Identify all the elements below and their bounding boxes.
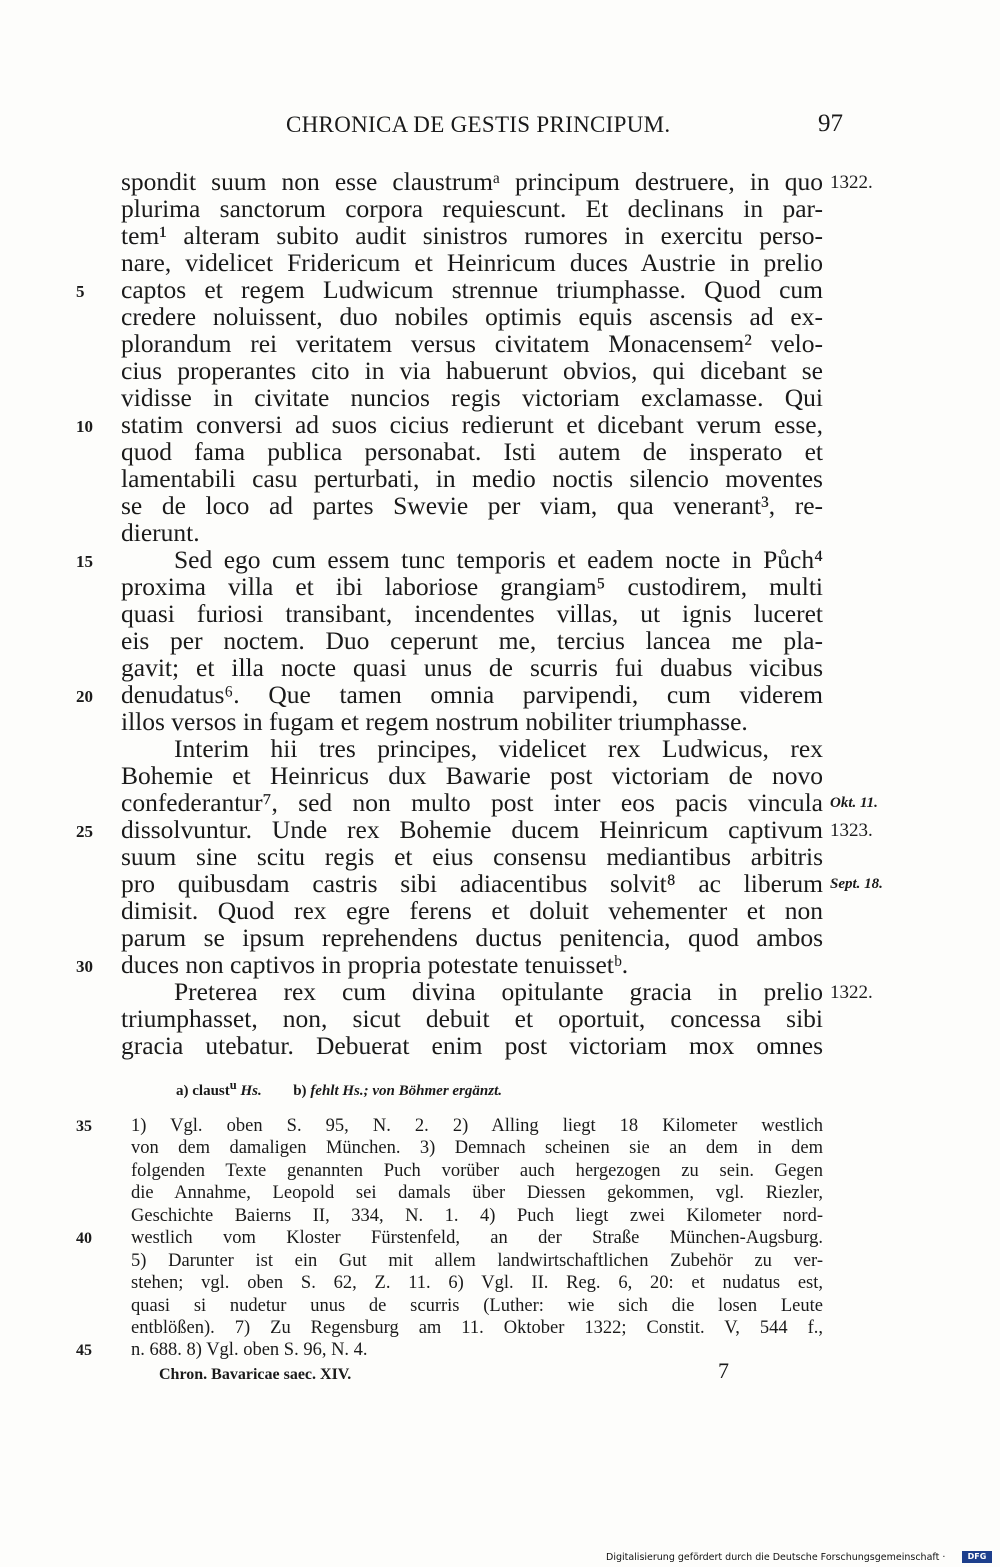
text-line: spondit suum non esse claustrumᵃ principum destruere, in quo bbox=[121, 167, 823, 196]
footnote-line: 5) Darunter ist ein Gut mit allem landwirtschaftlichen Zubehör zu ver- bbox=[131, 1251, 823, 1271]
text-line: Preterea rex cum divina opitulante gracia in prelio bbox=[174, 977, 823, 1006]
margin-date: 1323. bbox=[830, 820, 873, 841]
margin-date: 1322. bbox=[830, 172, 873, 193]
text-line: Interim hii tres principes, videlicet rex Ludwicus, rex bbox=[174, 734, 823, 763]
footnote-line: von dem damaligen München. 3) Demnach scheinen sie an dem in dem bbox=[131, 1138, 823, 1158]
footnote-line-number: 35 bbox=[76, 1118, 92, 1135]
text-line: confederantur⁷, sed non multo post inter eos pacis vincula bbox=[121, 788, 823, 817]
footnote-line-number: 45 bbox=[76, 1342, 92, 1359]
line-number: 20 bbox=[76, 687, 93, 706]
dfg-credit: Digitalisierung gefördert durch die Deutsche Forschungsgemeinschaft · bbox=[606, 1552, 946, 1563]
line-number: 25 bbox=[76, 822, 93, 841]
text-line: cius properantes cito in via habuerunt obvios, qui dicebant se bbox=[121, 356, 823, 385]
critical-apparatus bbox=[176, 1078, 502, 1100]
margin-date: Sept. 18. bbox=[830, 876, 883, 892]
line-number: 5 bbox=[76, 282, 85, 301]
footnote-line: entblößen). 7) Zu Regensburg am 11. Oktober 1322; Constit. V, 544 f., bbox=[131, 1318, 823, 1338]
text-line: plorandum rei veritatem versus civitatem Monacensem² velo- bbox=[121, 329, 823, 358]
line-number: 15 bbox=[76, 552, 93, 571]
text-line: quod fama publica personabat. Isti autem de insperato et bbox=[121, 437, 823, 466]
footnote-line: quasi si nudetur unus de scurris (Luther: wie sich die losen Leute bbox=[131, 1296, 823, 1316]
footnote-line: stehen; vgl. oben S. 62, Z. 11. 6) Vgl. II. Reg. 6, 20: et nudatus est, bbox=[131, 1273, 823, 1293]
text-line: parum se ipsum reprehendens ductus penitencia, quod ambos bbox=[121, 923, 823, 952]
footnote-line: Geschichte Baierns II, 334, N. 1. 4) Puch liegt zwei Kilometer nord- bbox=[131, 1206, 823, 1226]
footnote-line: 1) Vgl. oben S. 95, N. 2. 2) Alling liegt 18 Kilometer westlich bbox=[131, 1116, 823, 1136]
footnote-line-number: 40 bbox=[76, 1230, 92, 1247]
text-line: eis per noctem. Duo ceperunt me, tercius lancea me pla- bbox=[121, 626, 823, 655]
apparatus-a-sup: u bbox=[229, 1078, 237, 1092]
margin-date: 1322. bbox=[830, 982, 873, 1003]
signature-number: 7 bbox=[718, 1358, 729, 1383]
text-line: proxima villa et ibi laboriose grangiam⁵ custodirem, multi bbox=[121, 572, 823, 601]
text-line: gracia utebatur. Debuerat enim post victoriam mox omnes bbox=[121, 1031, 823, 1060]
running-head: CHRONICA DE GESTIS PRINCIPUM. bbox=[286, 112, 671, 137]
text-line: lamentabili casu perturbati, in medio noctis silencio moventes bbox=[121, 464, 823, 493]
apparatus-a-source: Hs. bbox=[240, 1083, 262, 1099]
footnote-line: westlich vom Kloster Fürstenfeld, an der Straße München-Augsburg. bbox=[131, 1228, 823, 1248]
text-line: captos et regem Ludwicum strennue triumphasse. Quod cum bbox=[121, 275, 823, 304]
text-line: Sed ego cum essem tunc temporis et eadem nocte in Půch⁴ bbox=[174, 545, 823, 574]
text-line: dierunt. bbox=[121, 518, 200, 547]
dfg-logo-icon: DFG bbox=[962, 1551, 992, 1563]
line-number: 10 bbox=[76, 417, 93, 436]
text-line: suum sine scitu regis et eius consensu mediantibus arbitris bbox=[121, 842, 823, 871]
margin-date: Okt. 11. bbox=[830, 795, 878, 811]
text-line: plurima sanctorum corpora requiescunt. Et declinans in par- bbox=[121, 194, 823, 223]
text-line: pro quibusdam castris sibi adiacentibus solvit⁸ ac liberum bbox=[121, 869, 823, 898]
text-line: Bohemie et Heinricus dux Bawarie post victoriam de novo bbox=[121, 761, 823, 790]
text-line: tem¹ alteram subito audit sinistros rumores in exercitu perso- bbox=[121, 221, 823, 250]
text-line: statim conversi ad suos cicius redierunt et dicebant verum esse, bbox=[121, 410, 823, 439]
text-line: dimisit. Quod rex egre ferens et doluit vehementer et non bbox=[121, 896, 823, 925]
apparatus-b-label: b) bbox=[293, 1083, 307, 1099]
text-line: illos versos in fugam et regem nostrum nobiliter triumphasse. bbox=[121, 707, 748, 736]
signature-mark: Chron. Bavaricae saec. XIV. bbox=[159, 1366, 352, 1383]
text-line: duces non captivos in propria potestate tenuissetᵇ. bbox=[121, 950, 629, 979]
text-line: denudatus⁶. Que tamen omnia parvipendi, cum viderem bbox=[121, 680, 823, 709]
text-line: vidisse in civitate nuncios regis victoriam exclamasse. Qui bbox=[121, 383, 823, 412]
text-line: se de loco ad partes Swevie per viam, qua venerant³, re- bbox=[121, 491, 823, 520]
footnote-line: n. 688. 8) Vgl. oben S. 96, N. 4. bbox=[131, 1340, 368, 1360]
text-line: nare, videlicet Fridericum et Heinricum duces Austrie in prelio bbox=[121, 248, 823, 277]
text-line: quasi furiosi transibant, incendentes villas, ut ignis luceret bbox=[121, 599, 823, 628]
page-number: 97 bbox=[818, 110, 843, 137]
text-line: dissolvuntur. Unde rex Bohemie ducem Heinricum captivum bbox=[121, 815, 823, 844]
apparatus-b-text: fehlt Hs.; von Böhmer ergänzt. bbox=[310, 1083, 502, 1099]
text-line: triumphasset, non, sicut debuit et oportuit, concessa sibi bbox=[121, 1004, 823, 1033]
text-line: gavit; et illa nocte quasi unus de scurris fui duabus vicibus bbox=[121, 653, 823, 682]
footnote-line: die Annahme, Leopold sei damals über Diessen gekommen, vgl. Riezler, bbox=[131, 1183, 823, 1203]
footnote-line: folgenden Texte genannten Puch vorüber auch hergezogen zu sein. Gegen bbox=[131, 1161, 823, 1181]
text-line: credere noluissent, duo nobiles optimis equis ascensis ad ex- bbox=[121, 302, 823, 331]
apparatus-a-label: a) claust bbox=[176, 1083, 230, 1099]
line-number: 30 bbox=[76, 957, 93, 976]
